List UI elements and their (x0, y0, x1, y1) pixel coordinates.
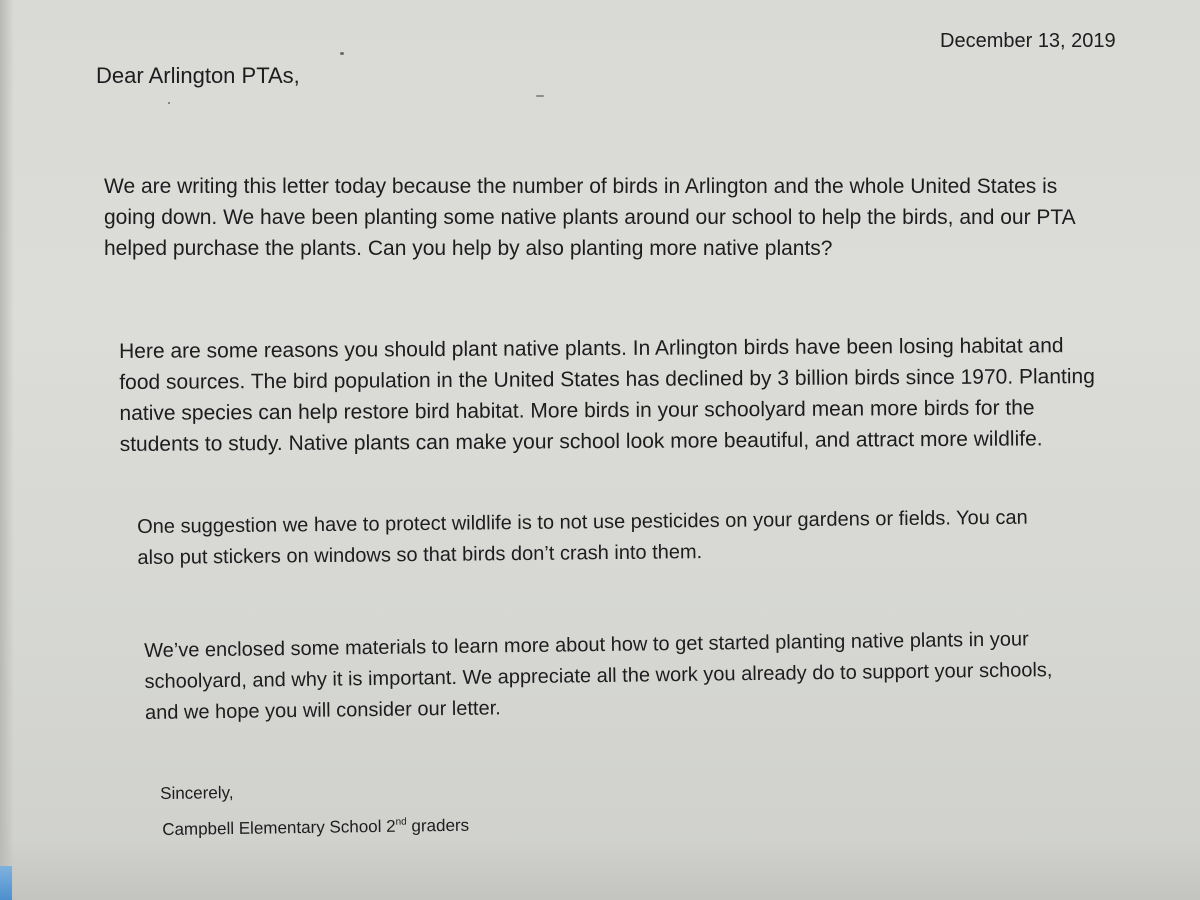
paragraph-4-line-3: and we hope you will consider our letter. (144, 697, 501, 724)
paragraph-2-line-2: food sources. The bird population in the United States has declined by 3 billion birds since 1970. Planting (119, 365, 1095, 394)
paragraph-1-line-2: going down. We have been planting some native plants around our school to help the birds, and our PTA (104, 206, 1076, 229)
bottom-shadow (0, 840, 1200, 900)
blue-edge (0, 866, 12, 900)
paper-mark (340, 52, 344, 55)
signature-prefix: Campbell Elementary School 2 (162, 816, 396, 839)
paragraph-2-line-1: Here are some reasons you should plant native plants. In Arlington birds have been losing habitat and (119, 334, 1064, 363)
signature-superscript: nd (395, 816, 407, 828)
paper-mark (168, 102, 170, 104)
paragraph-2 (119, 330, 1095, 460)
paragraph-2-line-4: students to study. Native plants can make your school look more beautiful, and attract more wildlife. (119, 427, 1043, 456)
paragraph-3-line-1: One suggestion we have to protect wildlife is to not use pesticides on your gardens or fields. You can (137, 506, 1028, 538)
paper-mark (536, 95, 544, 97)
paragraph-4-line-1: We’ve enclosed some materials to learn more about how to get started planting native plants in your (144, 628, 1029, 662)
left-shadow (0, 0, 14, 900)
paragraph-3 (137, 503, 1028, 574)
signature (162, 808, 469, 844)
paragraph-1-line-1: We are writing this letter today because the number of birds in Arlington and the whole United States is (104, 175, 1058, 198)
paragraph-4-line-2: schoolyard, and why it is important. We appreciate all the work you already do to support your schools, (144, 659, 1053, 693)
paragraph-1 (104, 171, 1076, 264)
signature-suffix: graders (406, 815, 470, 836)
paragraph-4 (144, 624, 1053, 729)
paragraph-2-line-3: native species can help restore bird habitat. More birds in your schoolyard mean more birds for the (119, 396, 1035, 425)
paragraph-3-line-2: also put stickers on windows so that birds don’t crash into them. (137, 541, 703, 569)
closing: Sincerely, (160, 783, 234, 803)
paragraph-1-line-3: helped purchase the plants. Can you help by also planting more native plants? (104, 237, 833, 260)
greeting: Dear Arlington PTAs, (96, 63, 300, 88)
letter-date: December 13, 2019 (940, 30, 1116, 52)
